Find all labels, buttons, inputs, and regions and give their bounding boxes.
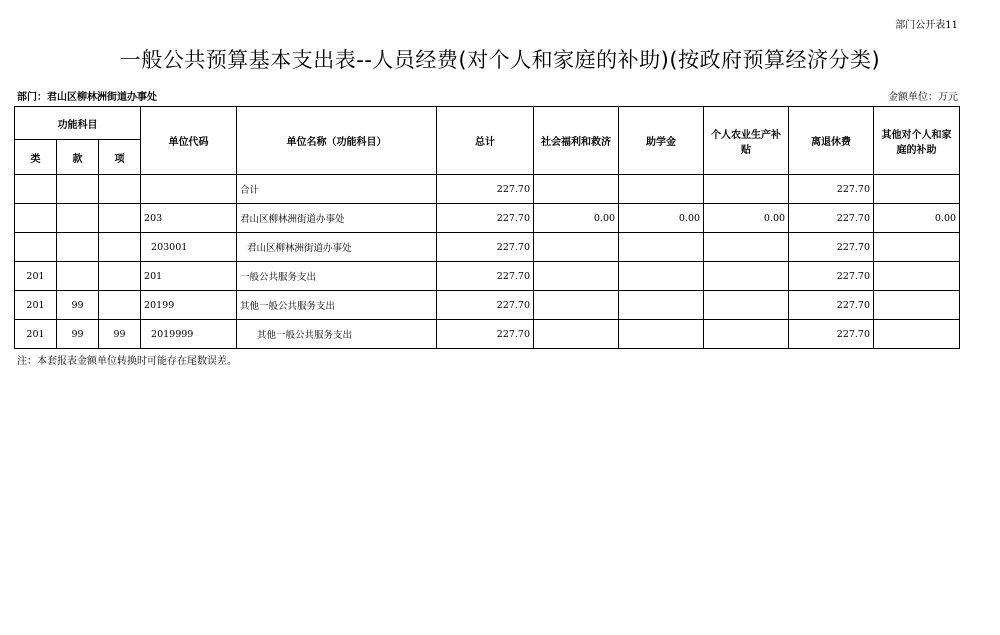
table-row	[15, 291, 960, 320]
agri-cell	[704, 175, 789, 204]
other-cell	[874, 320, 960, 349]
func-subject-header: 功能科目	[15, 107, 141, 140]
kuan-cell: 99	[57, 291, 99, 320]
scholarship-cell	[619, 233, 704, 262]
retirement-cell: 227.70	[789, 320, 874, 349]
retirement-cell: 227.70	[789, 262, 874, 291]
department-label: 部门：君山区柳林洲街道办事处	[17, 92, 157, 103]
scholarship-cell	[619, 175, 704, 204]
welfare-cell	[534, 175, 619, 204]
agri-cell	[704, 291, 789, 320]
lei-cell	[15, 233, 57, 262]
table-row	[15, 262, 960, 291]
lei-cell: 201	[15, 291, 57, 320]
table-row	[15, 204, 960, 233]
welfare-cell	[534, 291, 619, 320]
amount-unit-label: 金额单位：万元	[888, 92, 958, 103]
other-cell	[874, 291, 960, 320]
total-cell: 227.70	[437, 291, 534, 320]
page-reference: 部门公开表11	[895, 20, 958, 31]
kuan-cell: 99	[57, 320, 99, 349]
code-cell: 20199	[141, 291, 237, 320]
unit-code-header: 单位代码	[141, 107, 237, 175]
xiang-cell: 99	[99, 320, 141, 349]
unit-name-header: 单位名称（功能科目）	[237, 107, 437, 175]
xiang-cell	[99, 291, 141, 320]
lei-cell	[15, 175, 57, 204]
lei-cell	[15, 204, 57, 233]
lei-header: 类	[15, 140, 57, 175]
retirement-cell: 227.70	[789, 291, 874, 320]
total-header: 总计	[437, 107, 534, 175]
name-cell: 君山区柳林洲街道办事处	[237, 204, 437, 233]
other-cell	[874, 175, 960, 204]
xiang-cell	[99, 262, 141, 291]
table-row	[15, 233, 960, 262]
scholarship-cell	[619, 262, 704, 291]
code-cell	[141, 175, 237, 204]
xiang-cell	[99, 175, 141, 204]
header-row-1	[15, 107, 960, 140]
code-cell: 201	[141, 262, 237, 291]
agri-cell	[704, 262, 789, 291]
welfare-relief-header: 社会福利和救济	[534, 107, 619, 175]
welfare-cell	[534, 320, 619, 349]
agri-subsidy-header: 个人农业生产补贴	[704, 107, 789, 175]
kuan-header: 款	[57, 140, 99, 175]
expenditure-table	[14, 106, 960, 349]
code-cell: 2019999	[141, 320, 237, 349]
welfare-cell: 0.00	[534, 204, 619, 233]
name-cell: 其他一般公共服务支出	[237, 320, 437, 349]
retirement-cell: 227.70	[789, 204, 874, 233]
code-cell: 203	[141, 204, 237, 233]
xiang-cell	[99, 204, 141, 233]
scholarship-cell	[619, 291, 704, 320]
kuan-cell	[57, 204, 99, 233]
name-cell: 合计	[237, 175, 437, 204]
lei-cell: 201	[15, 320, 57, 349]
retirement-cell: 227.70	[789, 233, 874, 262]
name-cell: 君山区柳林洲街道办事处	[237, 233, 437, 262]
total-cell: 227.70	[437, 175, 534, 204]
other-cell	[874, 233, 960, 262]
name-cell: 其他一般公共服务支出	[237, 291, 437, 320]
lei-cell: 201	[15, 262, 57, 291]
agri-cell	[704, 233, 789, 262]
xiang-header: 项	[99, 140, 141, 175]
total-cell: 227.70	[437, 233, 534, 262]
agri-cell	[704, 320, 789, 349]
kuan-cell	[57, 262, 99, 291]
welfare-cell	[534, 233, 619, 262]
agri-cell: 0.00	[704, 204, 789, 233]
total-cell: 227.70	[437, 204, 534, 233]
table-row	[15, 175, 960, 204]
kuan-cell	[57, 175, 99, 204]
footnote: 注：本套报表金额单位转换时可能存在尾数误差。	[17, 356, 237, 367]
scholarship-header: 助学金	[619, 107, 704, 175]
scholarship-cell	[619, 320, 704, 349]
page-title: 一般公共预算基本支出表--人员经费(对个人和家庭的补助)(按政府预算经济分类)	[119, 48, 881, 72]
retirement-cell: 227.70	[789, 175, 874, 204]
name-cell: 一般公共服务支出	[237, 262, 437, 291]
code-cell: 203001	[141, 233, 237, 262]
welfare-cell	[534, 262, 619, 291]
scholarship-cell: 0.00	[619, 204, 704, 233]
table-row	[15, 320, 960, 349]
retirement-header: 离退休费	[789, 107, 874, 175]
other-subsidy-header: 其他对个人和家庭的补助	[874, 107, 960, 175]
other-cell	[874, 262, 960, 291]
xiang-cell	[99, 233, 141, 262]
kuan-cell	[57, 233, 99, 262]
other-cell: 0.00	[874, 204, 960, 233]
total-cell: 227.70	[437, 262, 534, 291]
total-cell: 227.70	[437, 320, 534, 349]
